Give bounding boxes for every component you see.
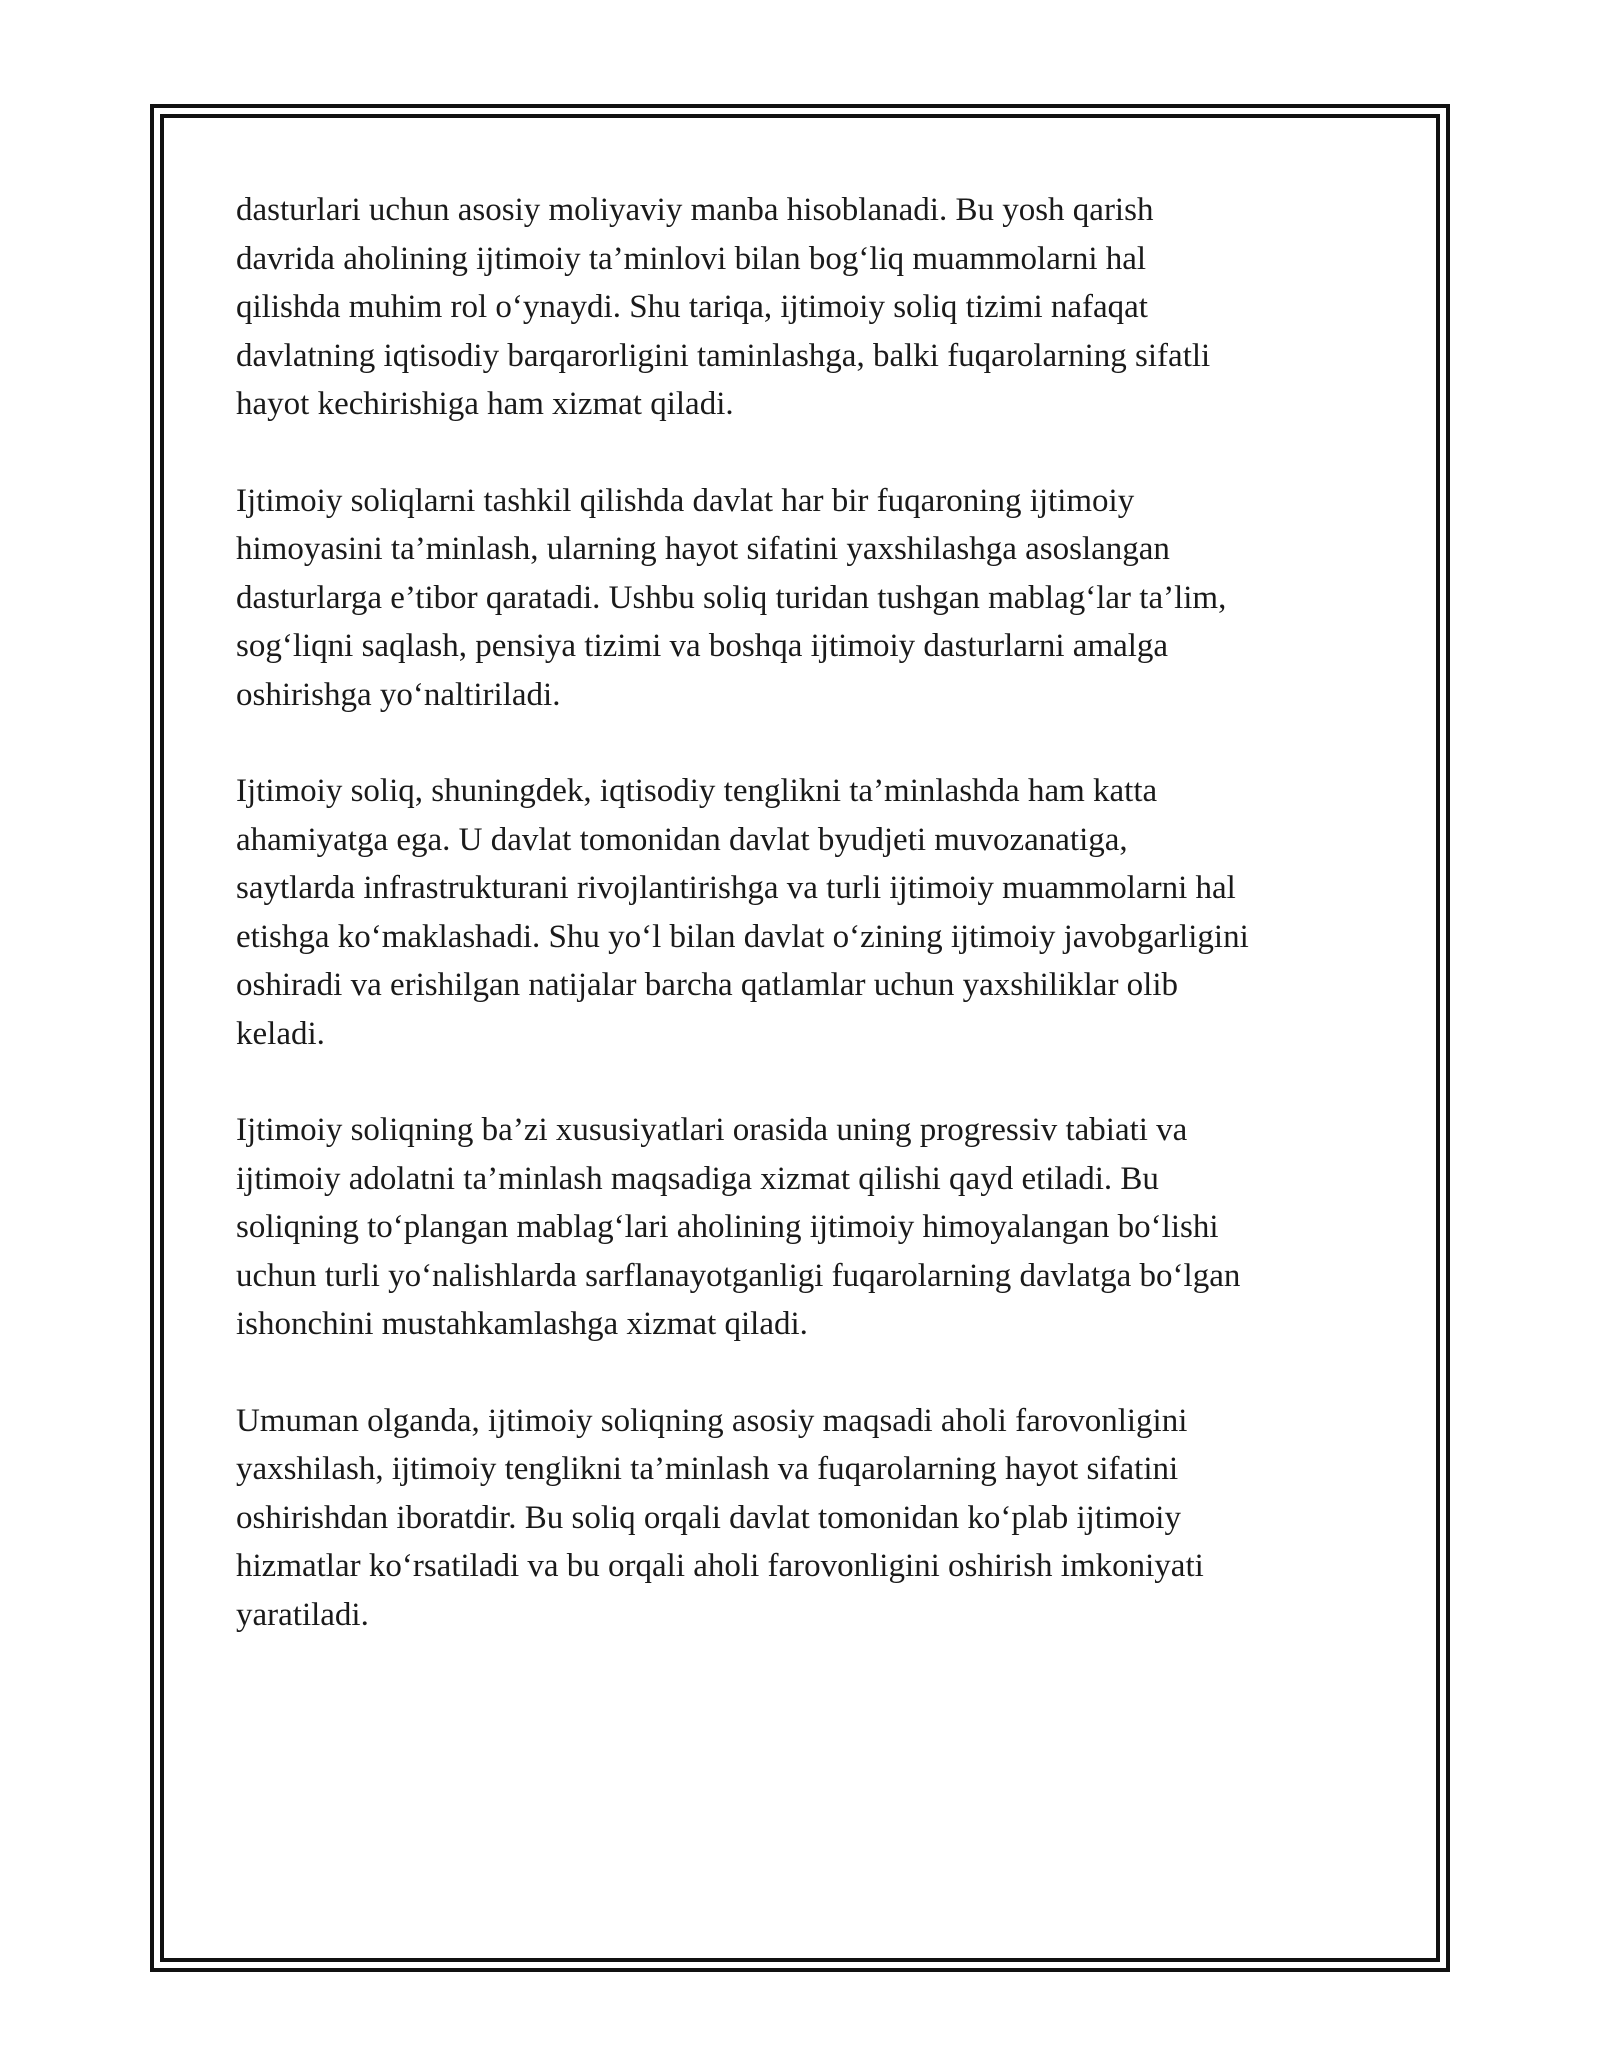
text-line: Umuman olganda, ijtimoiy soliqning asosiy maqsadi aholi farovonligini (236, 1402, 1188, 1439)
text-line: soliqning to‘plangan mablag‘lari aholining ijtimoiy himoyalangan bo‘lishi (236, 1209, 1219, 1245)
text-line: dasturlari uchun asosiy moliyaviy manba hisoblanadi. Bu yosh qarish (236, 192, 1154, 228)
text-line: Ijtimoiy soliqning ba’zi xususiyatlari orasida uning progressiv tabiati va (236, 1112, 1188, 1148)
text-line: Ijtimoiy soliqlarni tashkil qilishda davlat har bir fuqaroning ijtimoiy (236, 482, 1135, 519)
text-line: Ijtimoiy soliq, shuningdek, iqtisodiy tenglikni ta’minlashda ham katta (236, 773, 1158, 809)
text-line: davrida aholining ijtimoiy ta’minlovi bilan bog‘liq muammolarni hal (236, 240, 1147, 277)
paragraph-3 (236, 767, 1376, 1058)
text-line: hayot kechirishiga ham xizmat qiladi. (236, 386, 734, 422)
text-line: ahamiyatga ega. U davlat tomonidan davlat byudjeti muvozanatiga, (236, 821, 1128, 858)
text-line: ishonchini mustahkamlashga xizmat qiladi. (236, 1306, 808, 1342)
text-line: oshiradi va erishilgan natijalar barcha qatlamlar uchun yaxshiliklar olib (236, 967, 1179, 1003)
text-line: yaxshilash, ijtimoiy tenglikni ta’minlash va fuqarolarning hayot sifatini (236, 1451, 1179, 1487)
text-line: etishga ko‘maklashadi. Shu yo‘l bilan davlat o‘zining ijtimoiy javobgarligini (236, 918, 1249, 955)
text-line: davlatning iqtisodiy barqarorligini taminlashga, balki fuqarolarning sifatli (236, 337, 1211, 374)
text-line: hizmatlar ko‘rsatiladi va bu orqali aholi farovonligini oshirish imkoniyati (236, 1548, 1204, 1584)
text-line: dasturlarga e’tibor qaratadi. Ushbu soliq turidan tushgan mablag‘lar ta’lim, (236, 579, 1227, 616)
text-line: saytlarda infrastrukturani rivojlantirishga va turli ijtimoiy muammolarni hal (236, 870, 1236, 906)
text-line: yaratiladi. (236, 1596, 369, 1633)
paragraph-5 (236, 1397, 1376, 1640)
text-line: oshirishga yo‘naltiriladi. (236, 676, 561, 713)
text-line: sog‘liqni saqlash, pensiya tizimi va boshqa ijtimoiy dasturlarni amalga (236, 628, 1169, 664)
paragraph-2 (236, 477, 1376, 720)
text-line: qilishda muhim rol o‘ynaydi. Shu tariqa, ijtimoiy soliq tizimi nafaqat (236, 289, 1148, 325)
paragraph-4 (236, 1106, 1376, 1349)
text-line: uchun turli yo‘nalishlarda sarflanayotganligi fuqarolarning davlatga bo‘lgan (236, 1257, 1241, 1294)
document-body (236, 186, 1376, 1687)
text-line: oshirishdan iboratdir. Bu soliq orqali davlat tomonidan ko‘plab ijtimoiy (236, 1499, 1181, 1536)
paragraph-1 (236, 186, 1376, 429)
text-line: himoyasini ta’minlash, ularning hayot sifatini yaxshilashga asoslangan (236, 531, 1170, 567)
text-line: ijtimoiy adolatni ta’minlash maqsadiga xizmat qilishi qayd etiladi. Bu (236, 1160, 1159, 1197)
text-line: keladi. (236, 1015, 325, 1052)
